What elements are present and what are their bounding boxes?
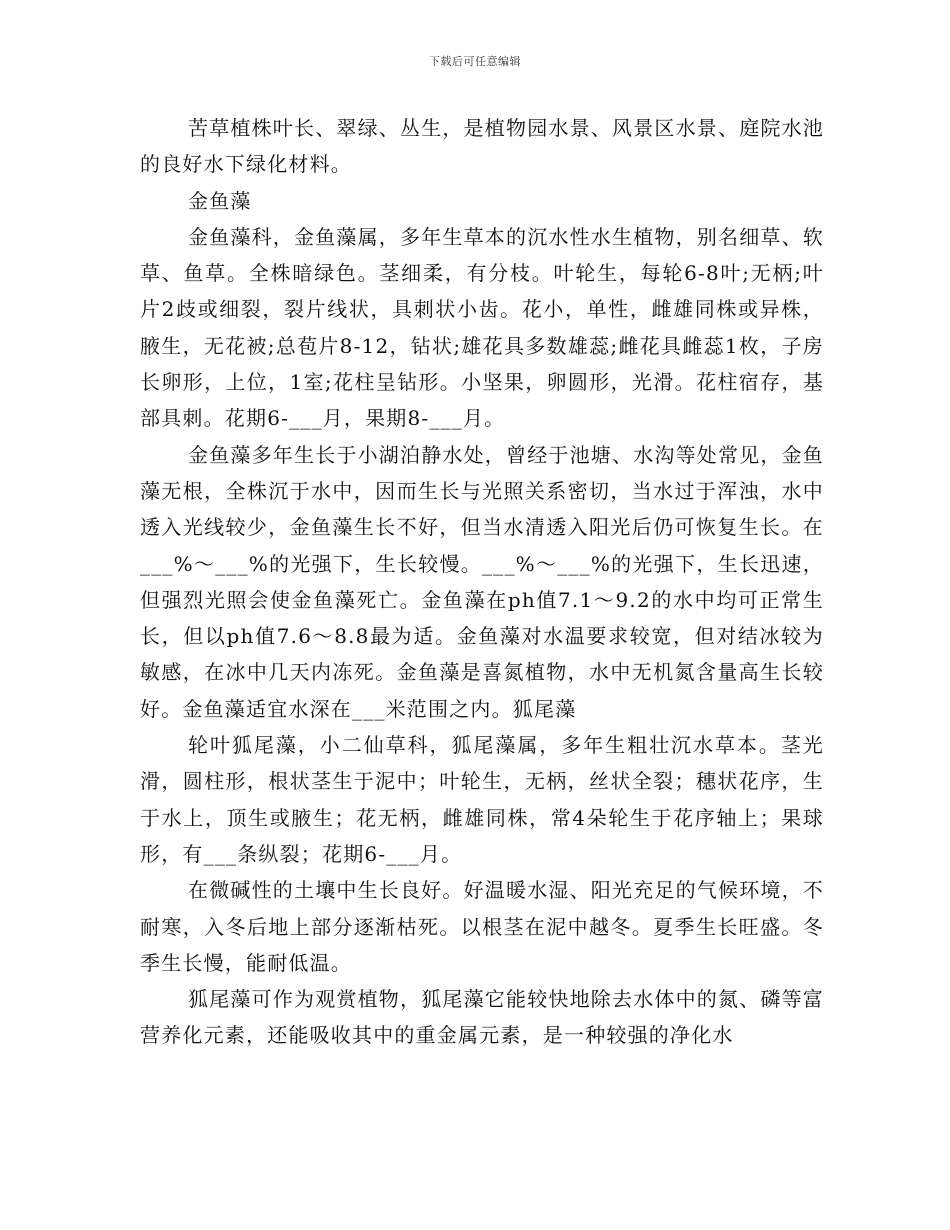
paragraph-huweizao-habitat: 在微碱性的土壤中生长良好。好温暖水湿、阳光充足的气候环境，不耐寒，入冬后地上部分逐渐枯死。以根茎在泥中越冬。夏季生长旺盛。冬季生长慢，能耐低温。 — [140, 878, 824, 975]
paragraph-jinyuzao-description: 金鱼藻科，金鱼藻属，多年生草本的沉水性水生植物，别名细草、软草、鱼草。全株暗绿色。茎细柔，有分枝。叶轮生，每轮6-8叶;无柄;叶片2歧或细裂，裂片线状，具刺状小齿。花小，单性，雌雄同株或异株，腋生，无花被;总苞片8-12，钻状;雄花具多数雄蕊;雌花具雌蕊1枚，子房长卵形，上位，1室;花柱呈钻形。小坚果，卵圆形，光滑。花柱宿存，基部具刺。花期6-___月，果期8-___月。 — [140, 224, 824, 431]
page-header: 下载后可任意编辑 — [429, 55, 521, 68]
paragraph-jinyuzao-habitat: 金鱼藻多年生长于小湖泊静水处，曾经于池塘、水沟等处常见，金鱼藻无根，全株沉于水中，因而生长与光照关系密切，当水过于浑浊，水中透入光线较少，金鱼藻生长不好，但当水清透入阳光后仍可恢复生长。在___%～___%的光强下，生长较慢。___%～___%的光强下，生长迅速，但强烈光照会使金鱼藻死亡。金鱼藻在ph值7.1～9.2的水中均可正常生长，但以ph值7.6～8.8最为适。金鱼藻对水温要求较宽，但对结冰较为敏感，在冰中几天内冻死。金鱼藻是喜氮植物，水中无机氮含量高生长较好。金鱼藻适宜水深在___米范围之内。狐尾藻 — [140, 442, 824, 721]
paragraph-kucao-usage: 苦草植株叶长、翠绿、丛生，是植物园水景、风景区水景、庭院水池的良好水下绿化材料。 — [140, 116, 824, 177]
document-body — [140, 110, 824, 1054]
paragraph-huweizao-description: 轮叶狐尾藻，小二仙草科，狐尾藻属，多年生粗壮沉水草本。茎光滑，圆柱形，根状茎生于泥中；叶轮生，无柄，丝状全裂；穗状花序，生于水上，顶生或腋生；花无柄，雌雄同株，常4朵轮生于花序轴上；果球形，有___条纵裂；花期6-___月。 — [140, 733, 824, 866]
paragraph-huweizao-usage: 狐尾藻可作为观赏植物，狐尾藻它能较快地除去水体中的氮、磷等富营养化元素，还能吸收其中的重金属元素，是一种较强的净化水 — [140, 987, 824, 1048]
section-heading-jinyuzao: 金鱼藻 — [188, 188, 252, 213]
